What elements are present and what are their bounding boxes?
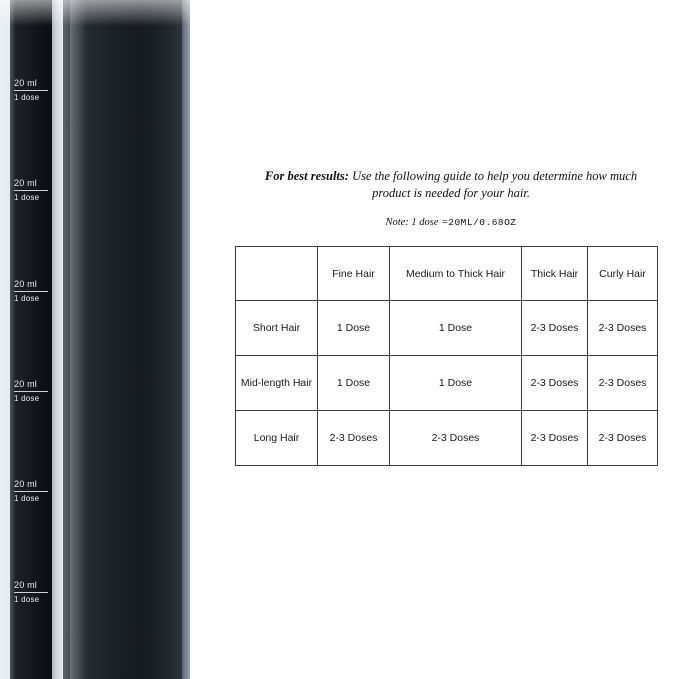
dose-note bbox=[256, 217, 646, 228]
headline bbox=[256, 168, 646, 202]
table-cell: 2-3 Doses bbox=[588, 356, 658, 411]
dose-mark bbox=[14, 479, 48, 504]
headline-rest: Use the following guide to help you determine how much product is needed for your hair. bbox=[348, 169, 638, 200]
bottle-right-edge bbox=[182, 0, 190, 679]
dose-mark bbox=[14, 78, 48, 103]
table-cell: 1 Dose bbox=[390, 301, 522, 356]
table-cell: 1 Dose bbox=[390, 356, 522, 411]
dose-mark-volume: 20 ml bbox=[14, 178, 48, 191]
product-photo bbox=[0, 0, 190, 679]
headline-lead: For best results: bbox=[264, 169, 349, 183]
dose-mark-volume: 20 ml bbox=[14, 379, 48, 392]
dose-mark bbox=[14, 279, 48, 304]
dose-mark-label: 1 dose bbox=[14, 294, 40, 303]
table-header-row bbox=[236, 247, 658, 301]
table-cell: 2-3 Doses bbox=[588, 301, 658, 356]
photo-top-highlight bbox=[0, 0, 190, 26]
table-cell: 2-3 Doses bbox=[522, 301, 588, 356]
column-header-medium-to-thick-hair: Medium to Thick Hair bbox=[390, 247, 522, 301]
bottle-seam bbox=[52, 0, 63, 679]
column-header-thick-hair: Thick Hair bbox=[522, 247, 588, 301]
dose-note-label: Note: 1 dose = bbox=[385, 217, 449, 228]
table-row bbox=[236, 301, 658, 356]
table-cell: 1 Dose bbox=[318, 356, 390, 411]
dose-mark-volume: 20 ml bbox=[14, 479, 48, 492]
dose-mark-volume: 20 ml bbox=[14, 78, 48, 91]
dose-note-value: 20ML/0.68OZ bbox=[448, 217, 517, 228]
table-cell: 1 Dose bbox=[318, 301, 390, 356]
dose-mark-label: 1 dose bbox=[14, 93, 40, 102]
dose-mark bbox=[14, 178, 48, 203]
column-header-fine-hair: Fine Hair bbox=[318, 247, 390, 301]
table-cell: 2-3 Doses bbox=[390, 411, 522, 466]
dose-mark-volume: 20 ml bbox=[14, 580, 48, 593]
dose-mark-label: 1 dose bbox=[14, 494, 40, 503]
table-row bbox=[236, 411, 658, 466]
table-cell: 2-3 Doses bbox=[522, 356, 588, 411]
table-cell: 2-3 Doses bbox=[588, 411, 658, 466]
dose-mark bbox=[14, 580, 48, 605]
row-header-short-hair: Short Hair bbox=[236, 301, 318, 356]
info-panel bbox=[190, 0, 679, 679]
row-header-mid-length-hair: Mid-length Hair bbox=[236, 356, 318, 411]
table-cell: 2-3 Doses bbox=[318, 411, 390, 466]
table-row bbox=[236, 356, 658, 411]
dosage-guide-table bbox=[235, 246, 658, 466]
dose-mark bbox=[14, 379, 48, 404]
dose-mark-label: 1 dose bbox=[14, 394, 40, 403]
dose-mark-label: 1 dose bbox=[14, 595, 40, 604]
column-header-curly-hair: Curly Hair bbox=[588, 247, 658, 301]
table-corner-cell bbox=[236, 247, 318, 301]
row-header-long-hair: Long Hair bbox=[236, 411, 318, 466]
dose-mark-label: 1 dose bbox=[14, 193, 40, 202]
dose-mark-volume: 20 ml bbox=[14, 279, 48, 292]
bottle-gloss bbox=[70, 0, 86, 679]
table-cell: 2-3 Doses bbox=[522, 411, 588, 466]
